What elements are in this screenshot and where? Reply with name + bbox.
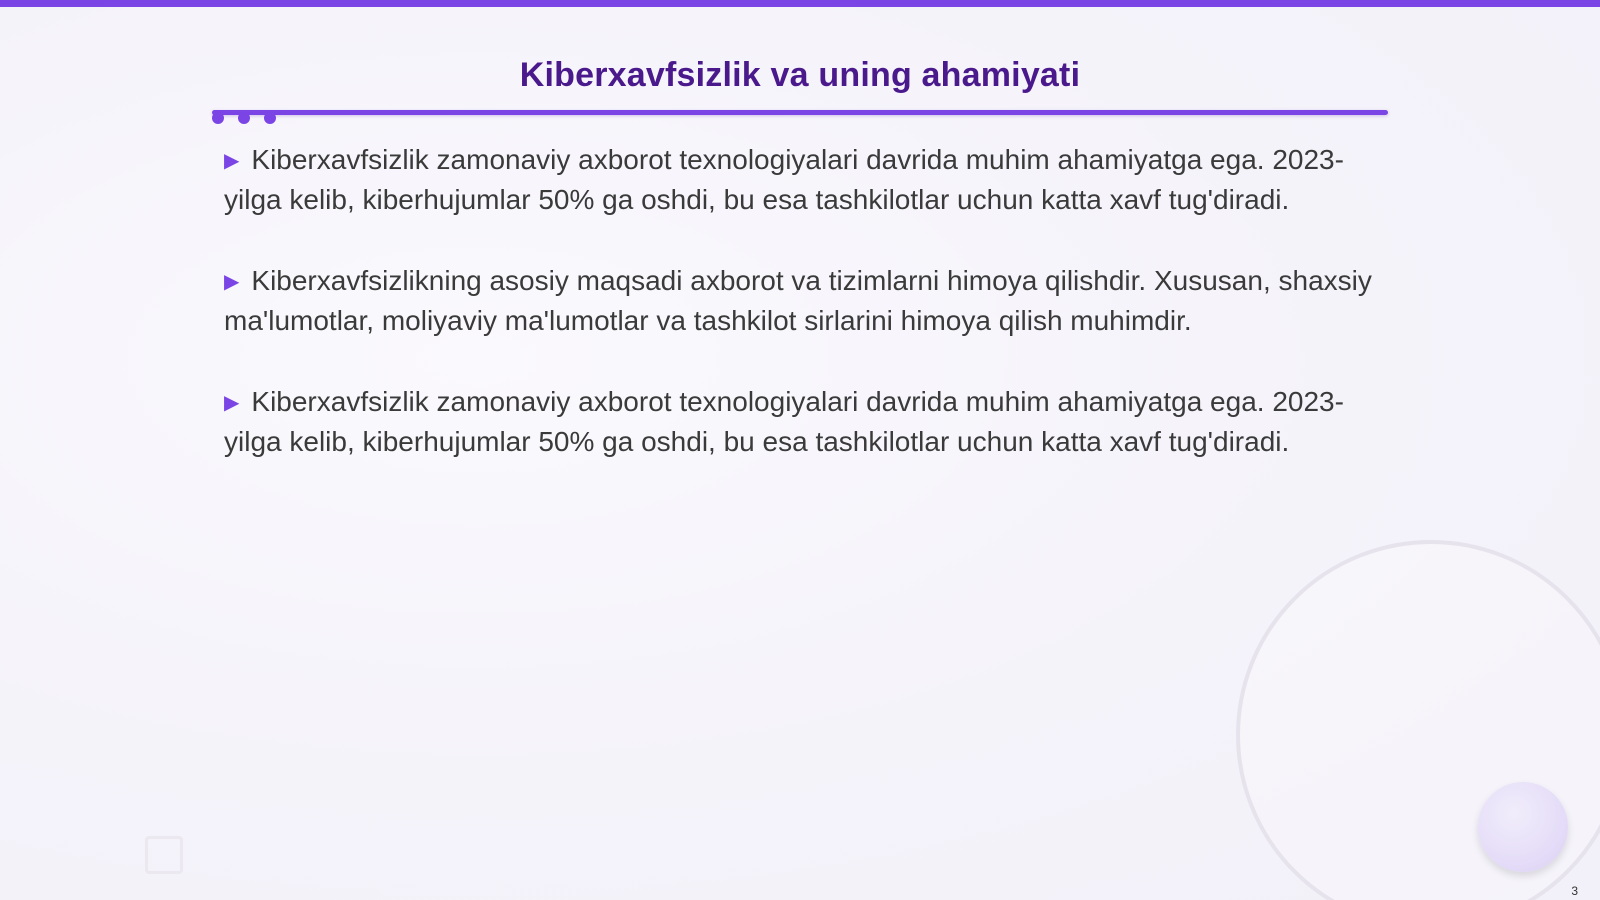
page-number: 3 bbox=[1571, 884, 1578, 898]
dot-icon bbox=[212, 112, 224, 124]
triangle-bullet-icon: ▶ bbox=[224, 150, 240, 172]
bullet-list bbox=[224, 140, 1374, 503]
decorative-square bbox=[145, 836, 183, 874]
triangle-bullet-icon: ▶ bbox=[224, 271, 240, 293]
bullet-text: Kiberxavfsizlik zamonaviy axborot texnologiyalari davrida muhim ahamiyatga ega. 2023-yilga kelib, kiberhujumlar 50% ga oshdi, bu esa tashkilotlar uchun katta xavf tug'diradi. bbox=[224, 386, 1344, 457]
triangle-bullet-icon: ▶ bbox=[224, 392, 240, 414]
slide-title: Kiberxavfsizlik va uning ahamiyati bbox=[519, 56, 1081, 94]
bullet-item bbox=[224, 382, 1374, 462]
bullet-text: Kiberxavfsizlik zamonaviy axborot texnologiyalari davrida muhim ahamiyatga ega. 2023-yilga kelib, kiberhujumlar 50% ga oshdi, bu esa tashkilotlar uchun katta xavf tug'diradi. bbox=[224, 144, 1344, 215]
dot-icon bbox=[264, 112, 276, 124]
bullet-text: Kiberxavfsizlikning asosiy maqsadi axborot va tizimlarni himoya qilishdir. Xususan, shaxsiy ma'lumotlar, moliyaviy ma'lumotlar va tashkilot sirlarini himoya qilish muhimdir. bbox=[224, 265, 1372, 336]
bullet-item bbox=[224, 261, 1374, 341]
top-accent-bar bbox=[0, 0, 1600, 7]
title-dots-decoration bbox=[212, 112, 290, 124]
bullet-item bbox=[224, 140, 1374, 220]
dot-icon bbox=[238, 112, 250, 124]
title-underline bbox=[212, 110, 1388, 115]
decorative-sphere bbox=[1478, 782, 1568, 872]
